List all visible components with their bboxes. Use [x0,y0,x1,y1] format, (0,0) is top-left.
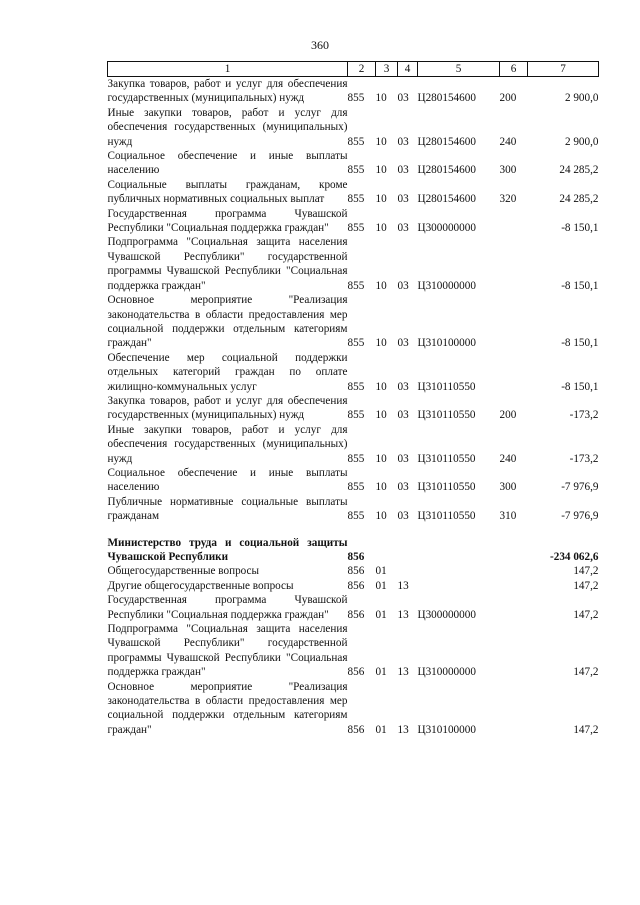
ministry-code-cell: 856 [347,608,365,621]
ministry-code-cell: 855 [347,409,365,422]
ministry-code-cell: 855 [347,380,365,393]
table-row [108,106,599,149]
row-name-cell: Социальное обеспечение и иные выплаты населению [107,150,348,177]
ministry-code-cell: 856 [347,666,365,679]
expense-type-code-cell [500,622,528,680]
section-code-cell: 01 [375,565,387,578]
section-code-cell: 10 [375,452,387,465]
table-row [108,178,599,207]
subsection-code-cell [398,564,418,578]
expense-type-code-cell: 300 [499,164,517,177]
expense-type-code-cell [500,536,528,565]
target-article-code-cell: Ц310100000 [417,723,476,736]
target-article-code-cell [418,564,500,578]
column-header: 7 [528,62,599,77]
expense-type-code-cell: 310 [499,510,517,523]
column-header: 1 [108,62,348,77]
expense-type-code-cell: 320 [499,193,517,206]
row-name-cell: Закупка товаров, работ и услуг для обеспечения государственных (муниципальных) нужд [107,78,348,105]
row-name-cell: Общегосударственные вопросы [107,565,260,578]
amount-cell: 147,2 [573,565,599,578]
amount-cell: 24 285,2 [559,164,599,177]
ministry-code-cell: 855 [347,279,365,292]
ministry-code-cell: 855 [347,222,365,235]
table-row [108,466,599,495]
ministry-code-cell: 855 [347,164,365,177]
target-article-code-cell: Ц280154600 [417,193,476,206]
ministry-code-cell: 855 [347,481,365,494]
subsection-code-cell: 03 [397,337,409,350]
target-article-code-cell: Ц310000000 [417,279,476,292]
target-article-code-cell: Ц280154600 [417,135,476,148]
spacer-row [108,524,599,536]
section-code-cell: 10 [375,409,387,422]
ministry-code-cell: 855 [347,510,365,523]
budget-table [107,61,599,737]
section-code-cell: 10 [375,222,387,235]
target-article-code-cell: Ц310000000 [417,666,476,679]
ministry-code-cell: 856 [347,723,365,736]
table-row [108,495,599,524]
table-row [108,351,599,394]
subsection-code-cell: 03 [397,193,409,206]
amount-cell: -8 150,1 [561,279,599,292]
table-body [108,77,599,738]
table-row [108,622,599,680]
subsection-code-cell: 03 [397,409,409,422]
subsection-code-cell: 03 [397,481,409,494]
expense-type-code-cell [500,293,528,351]
target-article-code-cell: Ц310100000 [417,337,476,350]
amount-cell: 147,2 [573,608,599,621]
row-name-cell: Закупка товаров, работ и услуг для обеспечения государственных (муниципальных) нужд [107,394,348,422]
amount-cell: -234 062,6 [550,551,599,563]
row-name-cell: Государственная программа Чувашской Республики "Социальная поддержка граждан" [107,594,348,621]
page-number: 360 [311,38,329,52]
expense-type-code-cell: 300 [499,481,517,494]
ministry-code-cell: 856 [347,565,365,578]
table-header-row [108,62,599,77]
row-name-cell: Основное мероприятие "Реализация законодательства в области предоставления мер социальной поддержки отдельным категориям граждан" [107,680,348,736]
expense-type-code-cell: 240 [499,135,517,148]
table-row-ministry [108,536,599,565]
amount-cell: 147,2 [573,723,599,736]
expense-type-code-cell: 200 [499,409,517,422]
section-code-cell: 01 [375,608,387,621]
section-code-cell: 10 [375,337,387,350]
section-code-cell: 10 [375,135,387,148]
ministry-code-cell: 855 [347,92,365,105]
amount-cell: -7 976,9 [561,481,599,494]
row-name-cell: Подпрограмма "Социальная защита населения Чувашской Республики" государственной программы Чувашской Республики "Социальная поддержка граждан" [107,623,348,679]
subsection-code-cell: 03 [397,222,409,235]
subsection-code-cell: 03 [397,164,409,177]
amount-cell: 147,2 [573,579,599,592]
expense-type-code-cell [500,351,528,394]
row-name-cell: Основное мероприятие "Реализация законодательства в области предоставления мер социальной поддержки отдельным категориям граждан" [107,294,348,350]
section-code-cell: 01 [375,579,387,592]
target-article-code-cell: Ц310110550 [417,409,476,422]
row-name-cell: Иные закупки товаров, работ и услуг для обеспечения государственных (муниципальных) нужд [107,106,348,148]
subsection-code-cell: 13 [397,666,409,679]
table-row [108,579,599,593]
amount-cell: -173,2 [569,409,599,422]
table-row [108,593,599,622]
ministry-code-cell: 856 [347,551,365,563]
row-name-cell: Другие общегосударственные вопросы [107,579,294,592]
target-article-code-cell: Ц280154600 [417,92,476,105]
subsection-code-cell: 13 [397,608,409,621]
section-code-cell: 01 [375,723,387,736]
amount-cell: 2 900,0 [564,135,599,148]
expense-type-code-cell [500,579,528,593]
expense-type-code-cell [500,564,528,578]
amount-cell: -8 150,1 [561,222,599,235]
column-header: 6 [500,62,528,77]
section-code-cell: 10 [375,279,387,292]
amount-cell: -8 150,1 [561,337,599,350]
expense-type-code-cell: 200 [499,92,517,105]
section-code-cell: 01 [375,666,387,679]
target-article-code-cell: Ц300000000 [417,222,476,235]
section-code-cell: 10 [375,193,387,206]
target-article-code-cell [418,579,500,593]
subsection-code-cell: 13 [397,723,409,736]
row-name-cell: Публичные нормативные социальные выплаты гражданам [107,495,348,523]
section-code-cell: 10 [375,510,387,523]
expense-type-code-cell: 240 [499,452,517,465]
subsection-code-cell: 03 [397,452,409,465]
table-row [108,394,599,423]
subsection-code-cell: 03 [397,380,409,393]
ministry-code-cell: 855 [347,337,365,350]
section-code-cell: 10 [375,380,387,393]
target-article-code-cell: Ц310110550 [417,380,476,393]
expense-type-code-cell [500,207,528,236]
amount-cell: 2 900,0 [564,92,599,105]
table-row [108,680,599,738]
section-code-cell: 10 [375,481,387,494]
column-header: 3 [376,62,398,77]
section-code-cell [376,536,398,565]
ministry-code-cell: 855 [347,193,365,206]
section-code-cell: 10 [375,92,387,105]
spacer-cell [108,524,599,536]
row-name-cell: Обеспечение мер социальной поддержки отдельных категорий граждан по оплате жилищно-коммунальных услуг [107,351,348,393]
subsection-code-cell: 13 [397,579,409,592]
subsection-code-cell: 03 [397,135,409,148]
ministry-code-cell: 855 [347,452,365,465]
amount-cell: -7 976,9 [561,510,599,523]
expense-type-code-cell [500,680,528,738]
subsection-code-cell: 03 [397,510,409,523]
target-article-code-cell: Ц310110550 [417,481,476,494]
row-name-cell: Государственная программа Чувашской Республики "Социальная поддержка граждан" [107,207,348,235]
column-header: 5 [418,62,500,77]
row-name-cell: Иные закупки товаров, работ и услуг для обеспечения государственных (муниципальных) нужд [107,423,348,465]
expense-type-code-cell [500,235,528,293]
target-article-code-cell [418,536,500,565]
subsection-code-cell [398,536,418,565]
ministry-code-cell: 855 [347,135,365,148]
row-name-cell: Социальные выплаты гражданам, кроме публичных нормативных социальных выплат [107,178,348,206]
target-article-code-cell: Ц310110550 [417,510,476,523]
column-header: 4 [398,62,418,77]
subsection-code-cell: 03 [397,279,409,292]
row-name-cell: Министерство труда и социальной защиты Чувашской Республики [107,536,348,563]
row-name-cell: Подпрограмма "Социальная защита населения Чувашской Республики" государственной программы Чувашской Республики "Социальная поддержка граждан" [107,236,348,292]
amount-cell: 147,2 [573,666,599,679]
amount-cell: 24 285,2 [559,193,599,206]
expense-type-code-cell [500,593,528,622]
amount-cell: -8 150,1 [561,380,599,393]
column-header: 2 [348,62,376,77]
target-article-code-cell: Ц310110550 [417,452,476,465]
ministry-code-cell: 856 [347,579,365,592]
subsection-code-cell: 03 [397,92,409,105]
table-row [108,423,599,466]
table-row [108,207,599,236]
row-name-cell: Социальное обеспечение и иные выплаты населению [107,466,348,494]
table-row [108,149,599,178]
amount-cell: -173,2 [569,452,599,465]
target-article-code-cell: Ц300000000 [417,608,476,621]
section-code-cell: 10 [375,164,387,177]
target-article-code-cell: Ц280154600 [417,164,476,177]
table-row [108,564,599,578]
table-row [108,77,599,106]
table-row [108,235,599,293]
table-row [108,293,599,351]
